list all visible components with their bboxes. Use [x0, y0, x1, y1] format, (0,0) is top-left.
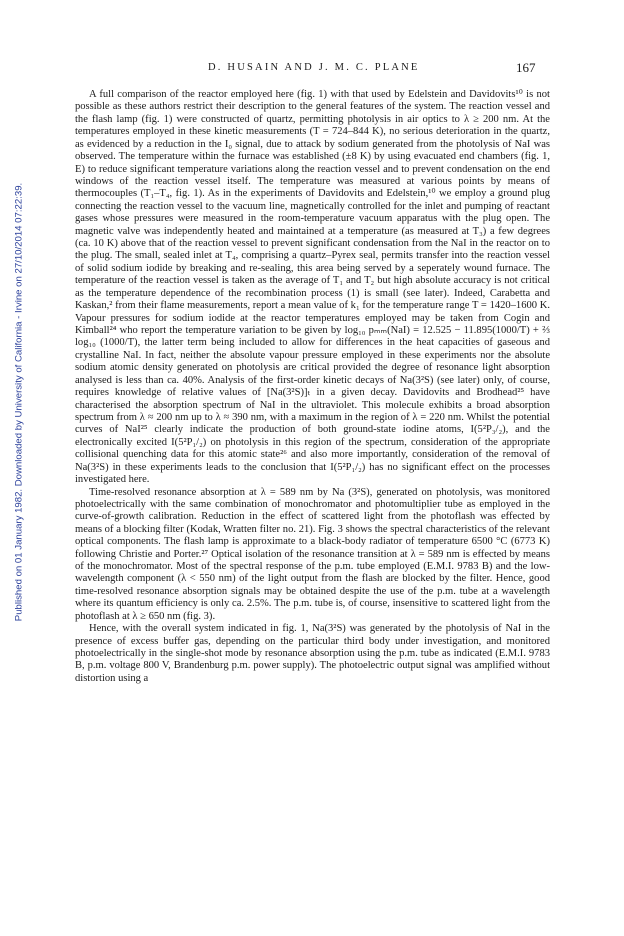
- paragraph-photolysis-method: Hence, with the overall system indicated in fig. 1, Na(3²S) was generated by the photolysis of NaI in the presence of excess buffer gas, depending on the particular third body under investigation, and monitored photoelectrically in the single-shot mode by resonance absorption using the p.m. tube as indicated (E.M.I. 9783 B, p.m. voltage 800 V, Brandenburg p.m. power supply). The photoelectric output signal was amplified without distortion using a: [75, 623, 550, 684]
- running-header: [0, 62, 624, 78]
- download-watermark-text: Published on 01 January 1982. Downloaded by University of California - Irvine on 27/10/2014 07:22:39.: [13, 182, 25, 622]
- page-number: 167: [516, 60, 536, 75]
- article-body: [75, 89, 550, 685]
- paragraph-reactor-description: A full comparison of the reactor employed here (fig. 1) with that used by Edelstein and Davidovits¹⁰ is not possible as these authors restrict their description to the general features of the system. The reaction vessel and the flash lamp (fig. 1) were constructed of quartz, permitting photolysis in air optics to λ ≥ 200 nm. At the temperatures employed in these kinetic measurements (T = 724–844 K), no serious deterioration in the quartz, as evidenced by a reduction in the I₀ signal, due to attack by sodium generated from the photolysis of NaI was observed. The temperature within the furnace was established (±8 K) by using evacuated end chambers (fig. 1, E) to reduce significant temperature variations along the reaction vessel and to prevent condensation on the end windows of the reaction vessel itself. The temperature was measured at various points by means of thermocouples (T₁–T₄, fig. 1). As in the experiments of Davidovits and Edelstein,¹⁰ we employ a ground plug connecting the reaction vessel to the vacuum line, magnetically controlled for the inlet and pumping of reactant gases whose pressures were measured in the room-temperature vacuum apparatus with the plug open. The magnetic valve was independently heated and maintained at a temperature (as measured at T₃) a few degrees (ca. 10 K) above that of the reaction vessel to prevent significant condensation from the NaI in the reactor on to the plug. The small, sealed inlet at T₄, comprising a quartz–Pyrex seal, permits transfer into the reaction vessel of solid sodium iodide by breaking and re-sealing, this area being served by a seperately wound furnace. The temperature of the reaction vessel is taken as the average of T₁ and T₂ but high absolute accuracy is not critical as the temperature dependence of the recombination process (1) is small (see later). Indeed, Carabetta and Kaskan,² from their flame measurements, report a mean value of k₁ for the temperature range T = 1420–1600 K. Vapour pressures for sodium iodide at the reactor temperatures employed may be taken from Cogin and Kimball²⁴ who report the temperature variation to be given by log₁₀ pₘₘ(NaI) = 12.525 − 11.895(1000/T) + ⅔ log₁₀ (1000/T), the latter term being included to allow for differences in the heat capacities of gaseous and crystalline NaI. In fact, neither the absolute vapour pressure employed in these experiments nor the absolute sodium atomic density generated on photolysis are critical provided the degree of resonance light absorption analysed is less than ca. 40%. Analysis of the first-order kinetic decays of Na(3²S) (see later) only, of course, requires knowledge of relative values of [Na(3²S)]ₜ in a given decay. Davidovits and Brodhead²⁵ have characterised the absorption spectrum of NaI in the ultraviolet. This molecule exhibits a broad absorption spectrum from λ ≈ 200 nm up to λ ≈ 390 nm, with a maximum in the region of λ = 220 nm. Whilst the potential curves of NaI²⁵ clearly indicate the production of both ground-state iodine atoms, I(5²P₃/₂), and the electronically excited I(5²P₁/₂) on photolysis in this region of the spectrum, consideration of the appropriate collisional quenching data for this atomic state²⁶ and also more importantly, consideration of the removal of Na(3²S) in these experiments leads to the conclusion that I(5²P₁/₂) has no significant effect on the processes investigated here.: [75, 89, 550, 486]
- paragraph-resonance-absorption: Time-resolved resonance absorption at λ = 589 nm by Na (3²S), generated on photolysis, was monitored photoelectrically with the same combination of monochromator and photomultiplier tube as employed in the curve-of-growth calibration. Reduction in the effect of scattered light from the photoflash was effected by means of a blocking filter (Kodak, Wratten filter no. 21). Fig. 3 shows the spectral characteristics of the relevant optical components. The flash lamp is approximate to a black-body radiator of temperature 6500 °C (6773 K) following Christie and Porter.²⁷ Optical isolation of the resonance transition at λ = 589 nm is effected by means of the monochromator. Most of the spectral response of the p.m. tube employed (E.M.I. 9783 B) and the low-wavelength component (λ < 550 nm) of the light output from the flash are blocked by the filter. Hence, good time-resolved resonance absorption signals may be obtained despite the use of the p.m. tube at a wavelength where its quantum efficiency is only ca. 2.5%. The p.m. tube is, of course, insensitive to scattered light from the photoflash at λ ≥ 650 nm (fig. 3).: [75, 486, 550, 622]
- running-title: D. HUSAIN AND J. M. C. PLANE: [208, 62, 420, 73]
- download-watermark: [12, 128, 26, 676]
